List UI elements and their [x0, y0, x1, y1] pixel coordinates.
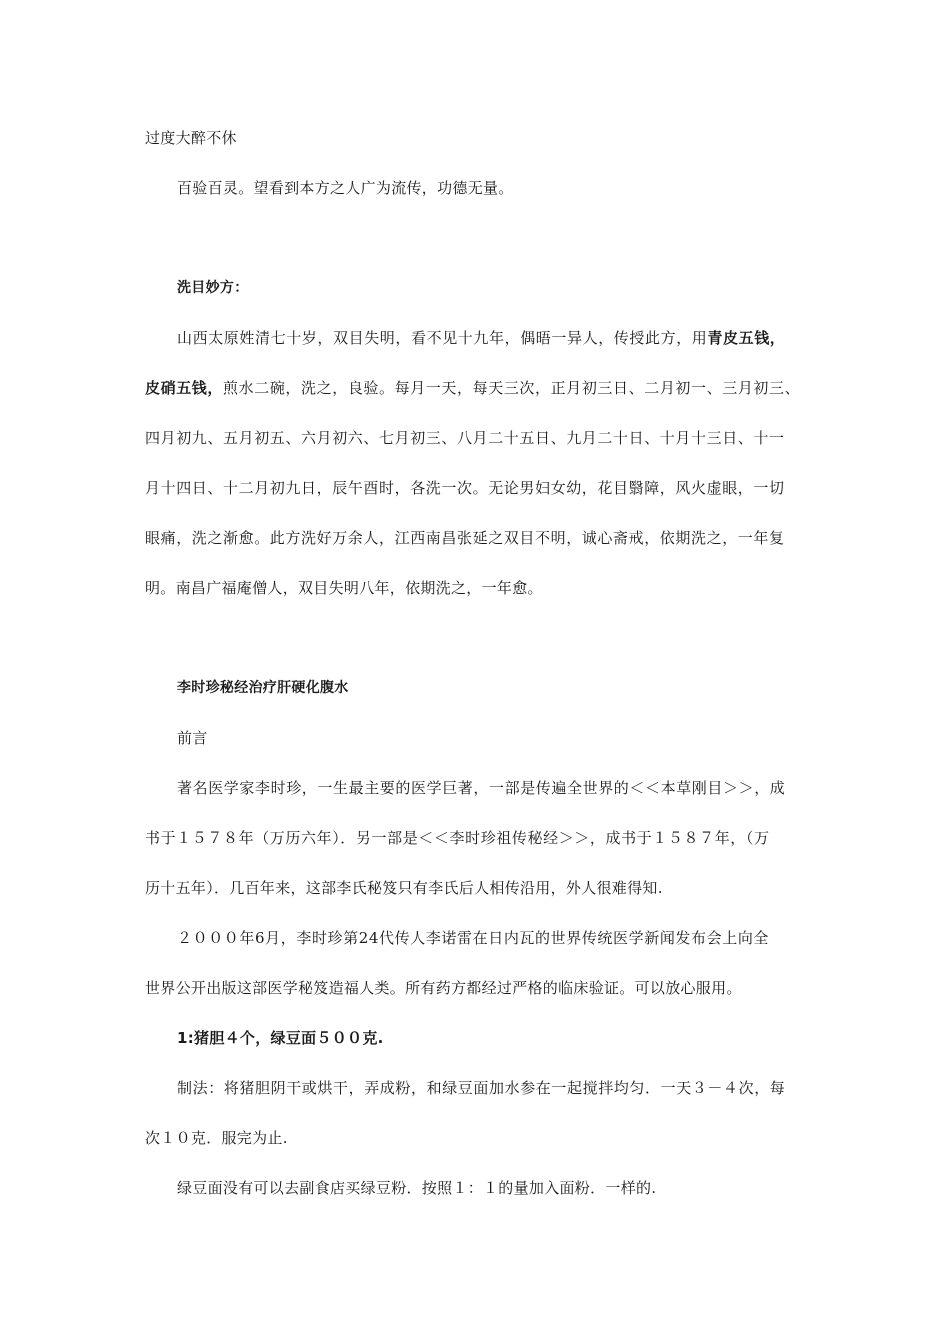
text-run: 山西太原姓清七十岁，双目失明，看不见十九年，偶晤一异人，传授此方，用 [177, 329, 708, 347]
preface-label: 前言 [177, 729, 208, 747]
paragraph-line: 书于１５７８年（万历六年）．另一部是＜＜李时珍祖传秘经＞＞，成书于１５８７年，（万 [145, 829, 770, 847]
section-heading-liver: 李时珍秘经治疗肝硬化腹水 [177, 680, 349, 696]
paragraph-line [177, 328, 837, 348]
paragraph-line: 明。南昌广福庵僧人，双目失明八年，依期洗之，一年愈。 [145, 579, 543, 597]
paragraph: 百验百灵。望看到本方之人广为流传，功德无量。 [177, 179, 514, 197]
paragraph-line: ２０００年6月，李时珍第24代传人李诺雷在日内瓦的世界传统医学新闻发布会上向全 [177, 929, 770, 947]
paragraph-line: 眼痛，洗之渐愈。此方洗好万余人，江西南昌张延之双目不明，诚心斋戒，依期洗之，一年复 [145, 529, 785, 547]
paragraph-line: 四月初九、五月初五、六月初六、七月初三、八月二十五日、九月二十日、十月十三日、十一 [145, 429, 785, 447]
bold-text-run: 青皮五钱， [707, 329, 786, 347]
recipe-heading: 1:猪胆４个，绿豆面５００克. [177, 1029, 384, 1047]
text-run: 煎水二碗，洗之，良验。每月一天，每天三次，正月初三日、二月初一、三月初三、 [223, 379, 801, 397]
bold-text-run: 皮硝五钱， [145, 379, 224, 397]
paragraph-line: 次１０克．服完为止. [145, 1129, 288, 1147]
paragraph-line: 历十五年）．几百年来，这部李氏秘笈只有李氏后人相传沿用，外人很难得知. [145, 879, 663, 897]
paragraph-line: 世界公开出版这部医学秘笈造福人类。所有药方都经过严格的临床验证。可以放心服用。 [145, 979, 742, 997]
paragraph-line: 绿豆面没有可以去副食店买绿豆粉．按照１：１的量加入面粉．一样的. [177, 1179, 657, 1197]
paragraph-line [145, 378, 805, 398]
section-heading-eye-wash: 洗目妙方： [177, 280, 249, 296]
paragraph-line: 著名医学家李时珍，一生最主要的医学巨著，一部是传遍全世界的＜＜本草刚目＞＞，成 [177, 779, 786, 797]
section-title: 过度大醉不休 [145, 129, 237, 147]
paragraph-line: 月十四日、十二月初九日，辰午酉时，各洗一次。无论男妇女幼，花目翳障，风火虚眼，一切 [145, 479, 785, 497]
paragraph-line: 制法：将猪胆阴干或烘干，弄成粉，和绿豆面加水参在一起搅拌均匀．一天３－４次，每 [177, 1079, 786, 1097]
